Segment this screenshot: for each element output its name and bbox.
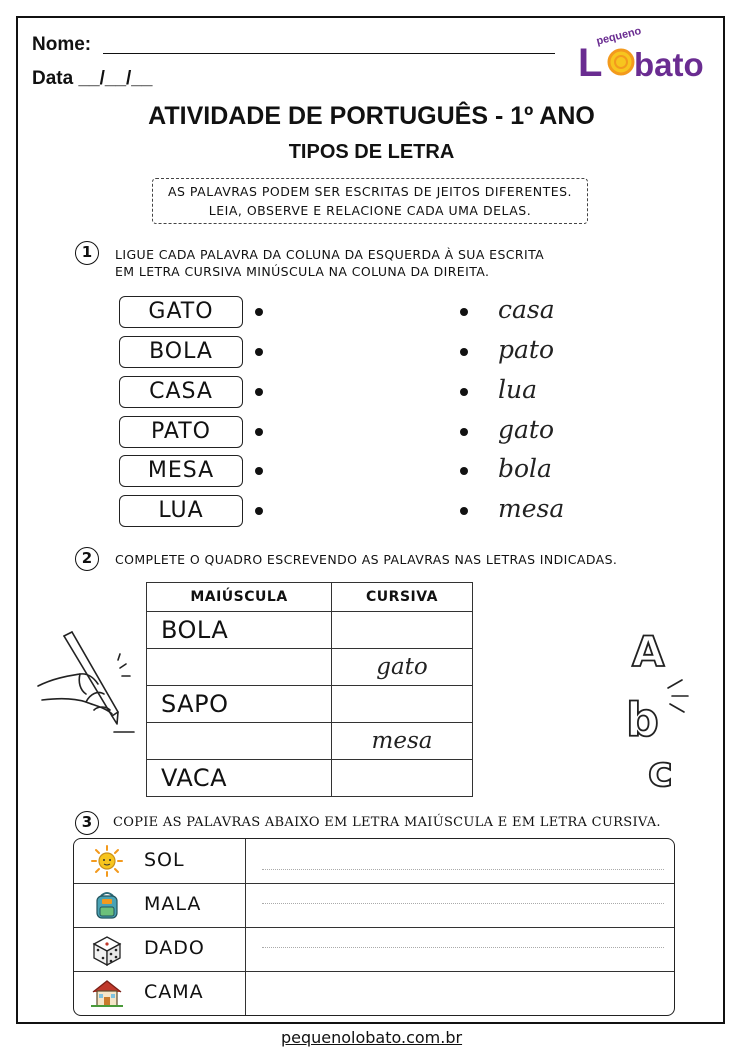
hand-pencil-illustration [34,628,139,738]
left-connect-dot[interactable] [255,507,263,515]
left-connect-dot[interactable] [255,308,263,316]
name-label: Nome: [32,34,92,55]
right-connect-dot[interactable] [460,308,468,316]
word-box: PATO [119,416,243,448]
cursive-cell[interactable]: mesa [332,723,473,760]
table-row [74,839,674,884]
word-box: MESA [119,455,243,487]
word-label: CAMA [144,981,204,1003]
deco-letter-c: c [648,747,673,792]
exercise-1-instruction-line-1: LIGUE CADA PALAVRA DA COLUNA DA ESQUERDA À SUA ESCRITA [115,247,545,262]
svg-text:pequeno: pequeno [595,24,643,48]
svg-text:L: L [578,41,603,84]
dice-icon [90,932,124,966]
uppercase-cell[interactable]: BOLA [147,612,332,649]
writing-line[interactable] [262,903,664,904]
writing-line[interactable] [262,869,664,870]
col-header-uppercase: MAIÚSCULA [147,583,332,612]
cursive-word: pato [498,335,555,364]
cursive-cell[interactable] [332,612,473,649]
cursive-word: mesa [498,494,565,523]
cursive-word: gato [498,415,555,444]
exercise-1-number: 1 [75,241,99,265]
word-label: SOL [144,849,185,871]
uppercase-cell[interactable] [147,723,332,760]
cursive-cell[interactable] [332,686,473,723]
word-box: CASA [119,376,243,408]
logo [578,24,713,84]
uppercase-cell[interactable]: VACA [147,760,332,797]
cursive-word: casa [498,295,555,324]
left-connect-dot[interactable] [255,388,263,396]
name-field-line[interactable] [103,53,555,54]
cursive-cell[interactable] [332,760,473,797]
word-box: LUA [119,495,243,527]
uppercase-cell[interactable] [147,649,332,686]
exercise-3-number: 3 [75,811,99,835]
backpack-icon [90,888,124,922]
exercise-1-instruction [115,246,544,280]
intro-line-1: AS PALAVRAS PODEM SER ESCRITAS DE JEITOS DIFERENTES. [167,184,573,199]
sun-icon [90,844,124,878]
writing-line[interactable] [262,947,664,948]
table-row [74,927,674,972]
left-connect-dot[interactable] [255,428,263,436]
table-row [74,971,674,1015]
exercise-3-instruction: COPIE AS PALAVRAS ABAIXO EM LETRA MAIÚSCULA E EM LETRA CURSIVA. [113,815,661,830]
right-connect-dot[interactable] [460,348,468,356]
word-box: BOLA [119,336,243,368]
page-title: ATIVIDADE DE PORTUGUÊS - 1º ANO [148,102,595,130]
deco-letter-a: A [632,627,665,676]
deco-letter-b: b [628,693,659,747]
house-icon [90,976,124,1010]
word-label: MALA [144,893,202,915]
copy-words-table [73,838,675,1016]
svg-text:bato: bato [634,46,704,83]
right-connect-dot[interactable] [460,428,468,436]
left-connect-dot[interactable] [255,467,263,475]
footer-url[interactable]: pequenolobato.com.br [280,1028,463,1047]
page-subtitle: TIPOS DE LETRA [288,141,455,163]
cursive-word: bola [498,454,552,483]
date-label: Data __/__/__ [32,68,153,89]
word-label: DADO [144,937,205,959]
left-connect-dot[interactable] [255,348,263,356]
abc-letters-graphic [628,622,708,792]
col-header-cursive: CURSIVA [332,583,473,612]
exercise-2-instruction: COMPLETE O QUADRO ESCREVENDO AS PALAVRAS NAS LETRAS INDICADAS. [115,552,618,567]
word-box: GATO [119,296,243,328]
right-connect-dot[interactable] [460,507,468,515]
cursive-word: lua [498,375,538,404]
uppercase-cell[interactable]: SAPO [147,686,332,723]
decorative-letters [628,622,708,792]
hand-pencil-icon [34,628,139,738]
intro-box [152,178,588,224]
table-row [74,883,674,928]
exercise-2-number: 2 [75,547,99,571]
intro-line-2: LEIA, OBSERVE E RELACIONE CADA UMA DELAS. [208,203,532,218]
cursive-cell[interactable]: gato [332,649,473,686]
right-connect-dot[interactable] [460,467,468,475]
letters-table [146,582,473,797]
exercise-1-instruction-line-2: EM LETRA CURSIVA MINÚSCULA NA COLUNA DA DIREITA. [115,264,490,279]
right-connect-dot[interactable] [460,388,468,396]
logo-graphic [578,24,713,84]
